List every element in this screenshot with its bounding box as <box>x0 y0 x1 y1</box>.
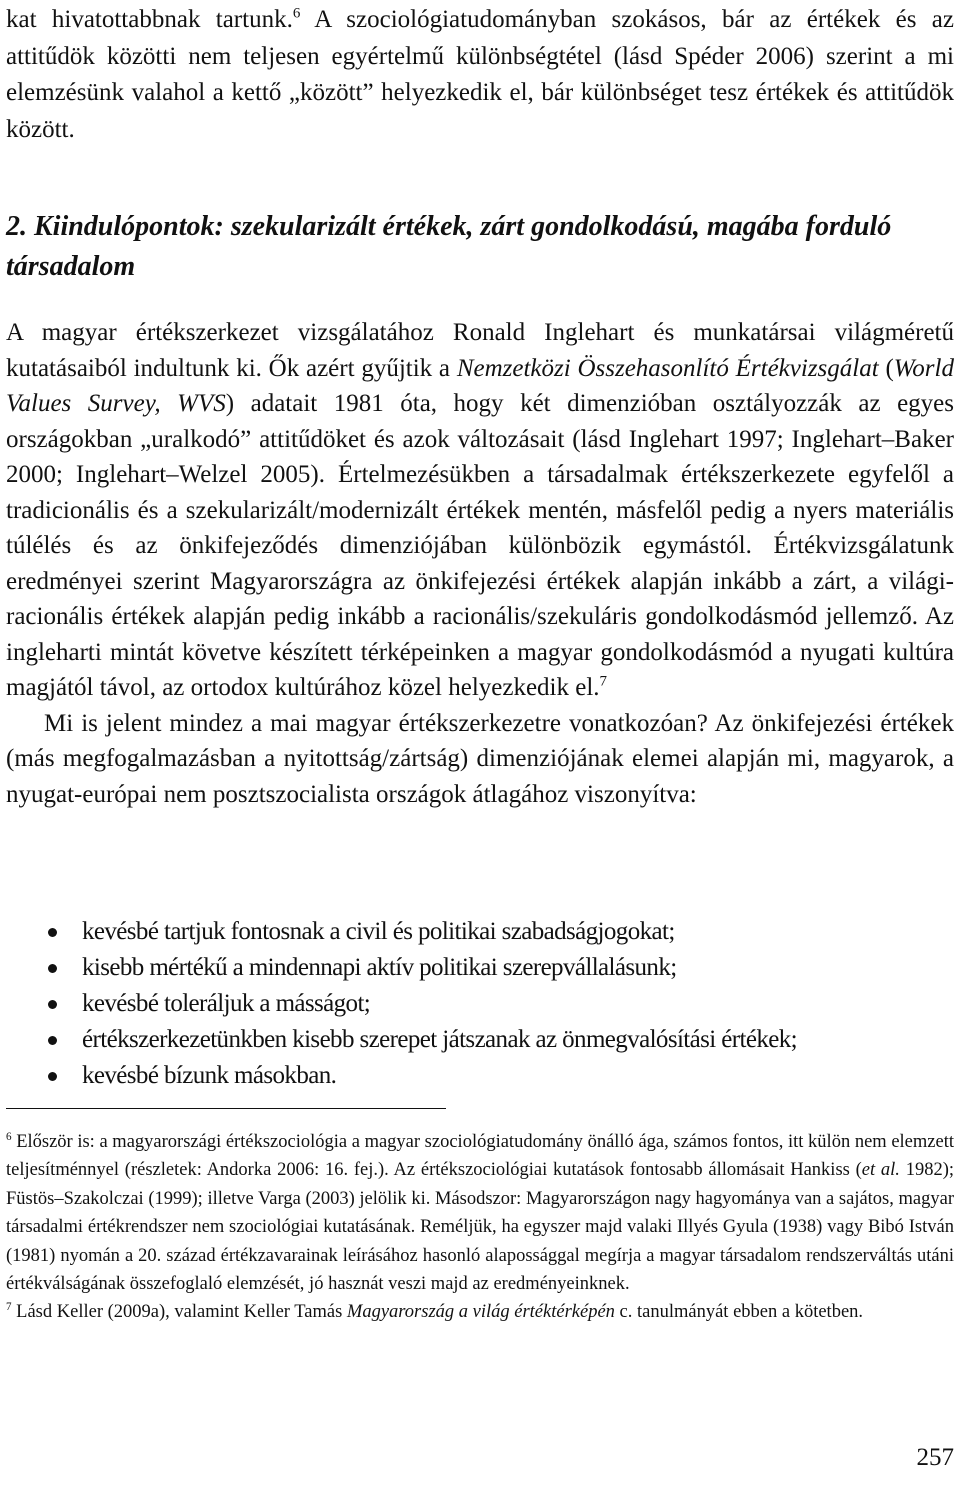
footnote-number: 7 <box>6 1301 12 1314</box>
list-item-text: kevésbé bízunk másokban. <box>82 1062 337 1089</box>
footnote-text: 1982); Füstös–Szakolczai (1999); illetve Varga (2003) jelölik ki. Másodszor: Magyarországon nagy hagyománya van a sajátos, magyar társadalmi értékrendszer nem szociológiai kutatásának. Reméljük, ha egyszer majd valaki Illyés Gyula (1938) vagy Bibó István (1981) nyomán a 20. század értékzavarainak leírásához hasonló alapossággal megírja a magyar társadalom rendszerváltás utáni értékválságának összefoglaló elemzését, jó hasznát veszi majd az eredményeinknek. <box>6 1160 954 1295</box>
footnote-italic: et al. <box>861 1160 900 1181</box>
footnotes <box>6 1128 954 1327</box>
list-item <box>6 1022 954 1058</box>
intro-text-continued: A szociológiatudományban szokásos, bár az értékek és az attitűdök közötti nem teljesen egyértelmű különbségtétel (lásd Spéder 2006) szerint a mi elemzésünk valahol a kettő „között” helyezkedik el, bár különbséget tesz értékek és attitűdök között. <box>6 6 954 143</box>
footnote-italic: Magyarország a világ értéktérképén <box>346 1302 615 1323</box>
footnote-6 <box>6 1128 954 1298</box>
list-item-text: értékszerkezetünkben kisebb szerepet játszanak az önmegvalósítási értékek; <box>82 1026 797 1053</box>
bullet-icon <box>48 928 57 937</box>
bullet-icon <box>48 1036 57 1045</box>
survey-title-hu: Nemzetközi Összehasonlító Értékvizsgálat <box>456 354 879 382</box>
list-item-text: kevésbé toleráljuk a másságot; <box>82 990 371 1017</box>
footnote-7 <box>6 1298 954 1326</box>
list-item-text: kevésbé tartjuk fontosnak a civil és politikai szabadságjogokat; <box>82 918 675 945</box>
body-text: A magyar értékszerkezet vizsgálatához Ronald Inglehart és munkatársai világméretű kutatásaiból indultunk ki. Ők azért gyűjtik a <box>6 319 954 382</box>
intro-text: kat hivatottabbnak tartunk. <box>6 6 293 33</box>
list-item <box>6 914 954 950</box>
list-item <box>6 986 954 1022</box>
bullet-icon <box>48 1000 57 1009</box>
survey-title-en: World Values Survey, WVS <box>6 354 954 417</box>
bullet-icon <box>48 1072 57 1081</box>
body-paragraph-1 <box>6 315 954 706</box>
intro-paragraph <box>6 2 954 148</box>
page-number: 257 <box>916 1444 954 1471</box>
section-body <box>6 315 954 812</box>
footnote-text: c. tanulmányát ebben a kötetben. <box>614 1302 864 1323</box>
body-text: ) adatait 1981 óta, hogy két dimenzióban osztályozzák az egyes országokban „uralkodó” attitűdöket és azok változásait (lásd Inglehart 1997; Inglehart–Baker 2000; Inglehart–Welzel 2005). Értelmezésükben a társadalmak értékszerkezete egyfelől a tradicionális és a szekularizált/modernizált értékek mentén, másfelől pedig a nyers materiális túlélés és az önkifejeződés dimenziójában különbözik egymástól. Értékvizsgálatunk eredményei szerint Magyarországra az önkifejezési értékek alapján inkább a zárt, a világi-racionális értékek alapján pedig inkább a racionális/szekuláris gondolkodásmód jellemző. Az ingleharti mintát követve készített térképeinken a magyar gondolkodásmód a nyugati kultúra magjától távol, az ortodox kultúrához közel helyezkedik el. <box>6 390 954 701</box>
body-text: ( <box>878 354 894 382</box>
body-paragraph-2: Mi is jelent mindez a mai magyar értékszerkezetre vonatkozóan? Az önkifejezési értékek (más megfogalmazásban a nyitottság/zártság) dimenziójának elemei alapján mi, magyarok, a nyugat-európai nem posztszocialista országok átlagához viszonyítva: <box>6 709 954 808</box>
bullet-icon <box>48 964 57 973</box>
list-item <box>6 950 954 986</box>
footnote-divider <box>6 1108 446 1109</box>
footnote-ref-7[interactable]: 7 <box>599 673 608 690</box>
footnote-text: Lásd Keller (2009a), valamint Keller Tamás <box>11 1302 347 1323</box>
list-item <box>6 1058 954 1094</box>
footnote-text: Először is: a magyarországi értékszociológia a magyar szociológiatudomány önálló ága, számos fontos, itt külön nem elemzett teljesítménnyel (részletek: Andorka 2006: 16. fej.). Az értékszociológiai kutatások fontosabb állomásait Hankiss ( <box>6 1132 954 1181</box>
list-item-text: kisebb mértékű a mindennapi aktív politikai szerepvállalásunk; <box>82 954 677 981</box>
bullet-list <box>6 914 954 1094</box>
footnote-number: 6 <box>6 1130 12 1143</box>
footnote-ref-6[interactable]: 6 <box>292 5 301 22</box>
section-heading: 2. Kiindulópontok: szekularizált értékek, zárt gondolkodású, magába forduló társadalom <box>6 211 892 282</box>
